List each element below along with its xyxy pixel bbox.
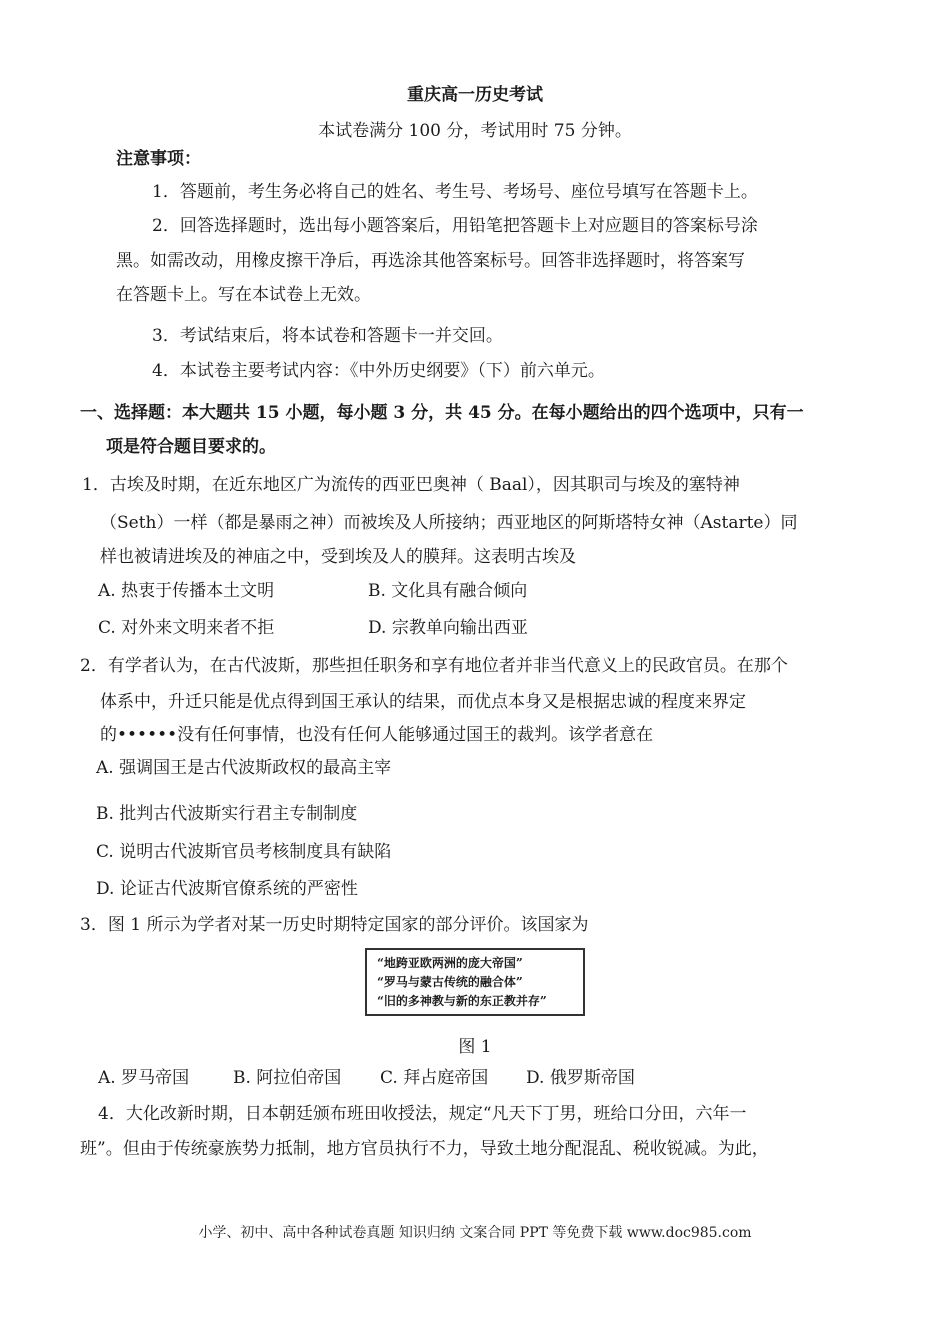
q1-stem-line-1: 1．古埃及时期，在近东地区广为流传的西亚巴奥神（ Baal），因其职司与埃及的塞特神 — [82, 475, 740, 495]
q1-option-a: A. 热衷于传播本土文明 — [98, 581, 275, 601]
notice-item-2-line-3: 在答题卡上。写在本试卷上无效。 — [116, 285, 371, 305]
q3-option-d: D. 俄罗斯帝国 — [526, 1068, 635, 1088]
q1-option-b: B. 文化具有融合倾向 — [368, 581, 528, 601]
q4-stem-line-2: 班”。但由于传统豪族势力抵制，地方官员执行不力，导致土地分配混乱、税收锐减。为此， — [80, 1139, 769, 1159]
q2-stem-line-2: 体系中，升迁只能是优点得到国王承认的结果，而优点本身又是根据忠诚的程度来界定 — [100, 692, 746, 712]
notice-item-1: 1．答题前，考生务必将自己的姓名、考生号、考场号、座位号填写在答题卡上。 — [152, 182, 758, 202]
q2-option-b: B. 批判古代波斯实行君主专制制度 — [96, 804, 358, 824]
section-heading-line-2: 项是符合题目要求的。 — [106, 437, 276, 457]
figure-caption: 图 1 — [458, 1037, 492, 1057]
q2-stem-line-3: 的••••••没有任何事情，也没有任何人能够通过国王的裁判。该学者意在 — [100, 725, 654, 745]
figure-1-quote-box — [365, 948, 585, 1016]
q3-option-a: A. 罗马帝国 — [98, 1068, 190, 1088]
page-title: 重庆高一历史考试 — [407, 85, 543, 105]
section-heading-line-1: 一、选择题：本大题共 15 小题，每小题 3 分，共 45 分。在每小题给出的四个选项中，只有一 — [80, 403, 804, 423]
q1-option-c: C. 对外来文明来者不拒 — [98, 618, 275, 638]
q1-option-d: D. 宗教单向输出西亚 — [368, 618, 528, 638]
notice-item-3: 3．考试结束后，将本试卷和答题卡一并交回。 — [152, 326, 503, 346]
q1-stem-line-3: 样也被请进埃及的神庙之中，受到埃及人的膜拜。这表明古埃及 — [100, 547, 576, 567]
notice-heading: 注意事项： — [116, 149, 201, 169]
q3-option-c: C. 拜占庭帝国 — [380, 1068, 489, 1088]
q3-stem: 3．图 1 所示为学者对某一历史时期特定国家的部分评价。该国家为 — [80, 915, 589, 935]
q2-stem-line-1: 2．有学者认为，在古代波斯，那些担任职务和享有地位者并非当代意义上的民政官员。在那个 — [80, 656, 788, 676]
q2-option-c: C. 说明古代波斯官员考核制度具有缺陷 — [96, 842, 392, 862]
figure-quote-3: “旧的多神教与新的东正教并存” — [377, 994, 547, 1008]
notice-item-4: 4．本试卷主要考试内容：《中外历史纲要》（下）前六单元。 — [152, 361, 605, 381]
figure-quote-2: “罗马与蒙古传统的融合体” — [377, 975, 523, 989]
notice-item-2-line-2: 黑。如需改动，用橡皮擦干净后，再选涂其他答案标号。回答非选择题时，将答案写 — [116, 251, 745, 271]
q2-option-a: A. 强调国王是古代波斯政权的最高主宰 — [96, 758, 392, 778]
q2-option-d: D. 论证古代波斯官僚系统的严密性 — [96, 879, 358, 899]
q3-option-b: B. 阿拉伯帝国 — [233, 1068, 342, 1088]
figure-quote-1: “地跨亚欧两洲的庞大帝国” — [377, 956, 523, 970]
q1-stem-line-2: （Seth）一样（都是暴雨之神）而被埃及人所接纳；西亚地区的阿斯塔特女神（Astarte）同 — [100, 513, 798, 533]
footer-link[interactable]: 小学、初中、高中各种试卷真题 知识归纳 文案合同 PPT 等免费下载 www.doc985.com — [198, 1225, 752, 1241]
exam-info: 本试卷满分 100 分，考试用时 75 分钟。 — [318, 121, 632, 141]
notice-item-2-line-1: 2．回答选择题时，选出每小题答案后，用铅笔把答题卡上对应题目的答案标号涂 — [152, 216, 758, 236]
q4-stem-line-1: 4．大化改新时期，日本朝廷颁布班田收授法，规定“凡天下丁男，班给口分田，六年一 — [98, 1104, 747, 1124]
